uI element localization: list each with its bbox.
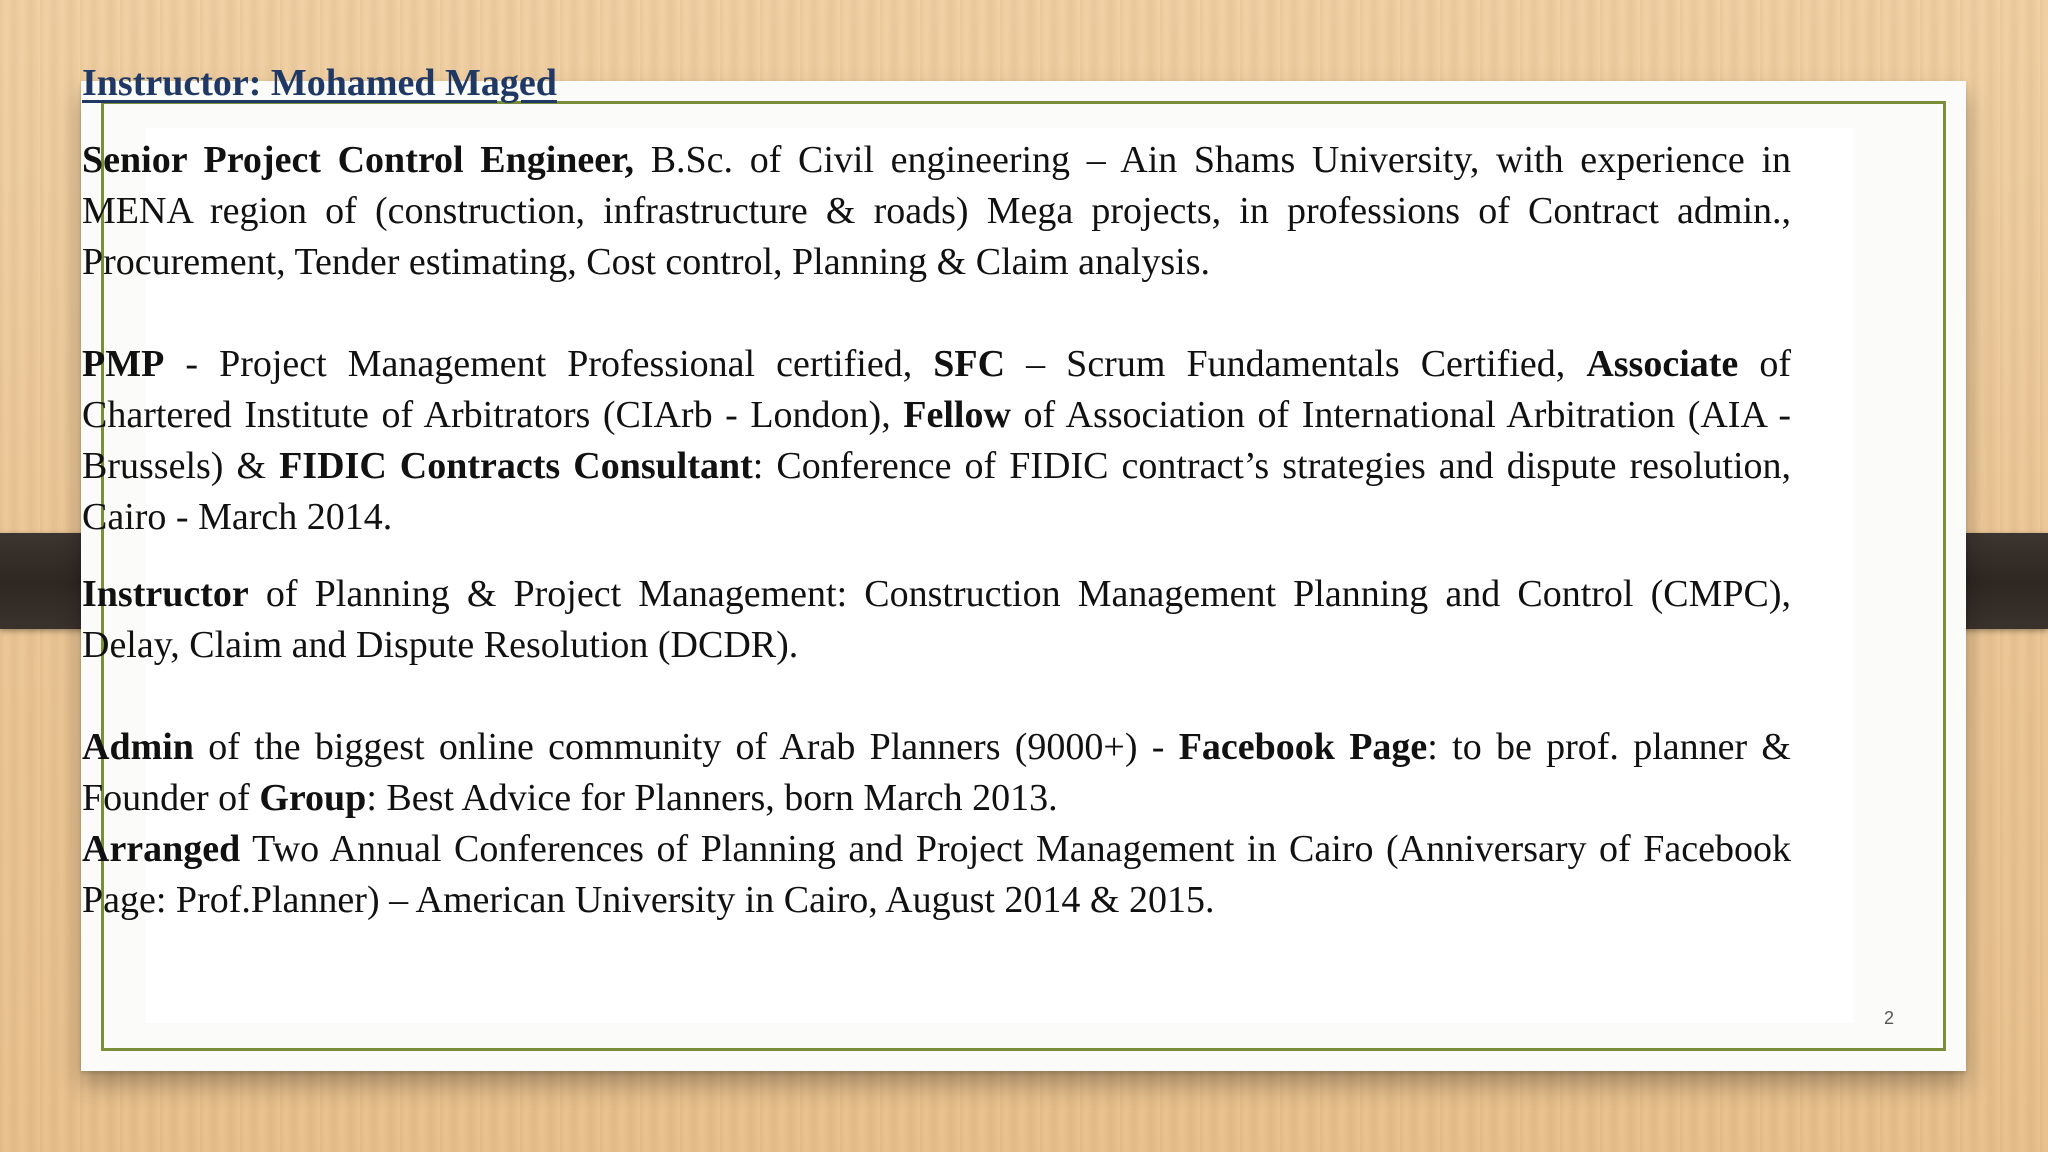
paragraph-instructor [82, 569, 1791, 671]
bold-term: Facebook Page [1178, 726, 1428, 768]
page-number: 2 [1883, 1008, 1894, 1028]
paragraph-admin [82, 722, 1791, 824]
paragraph-text: – Scrum Fundamentals Certified, [1005, 343, 1587, 385]
paragraph-text: : Best Advice for Planners, born March 2013. [366, 777, 1058, 819]
bold-term: SFC [933, 343, 1006, 385]
bold-term: PMP [82, 343, 165, 385]
paragraph-role [82, 135, 1791, 288]
paragraph-text: : to be prof. planner & Founder of [82, 726, 1791, 819]
paragraph-text: of Planning & Project Management: Construction Management Planning and Control (CMPC), Delay, Claim and Dispute Resolution (DCDR). [82, 573, 1791, 666]
paragraph-text: - Project Management Professional certified, [164, 343, 934, 385]
paragraph-arranged [82, 824, 1791, 926]
slide-text [82, 58, 1791, 926]
bold-term: Instructor [82, 573, 249, 615]
bold-term: Arranged [82, 828, 241, 870]
bold-term: Associate [1586, 343, 1739, 385]
paragraph-text: B.Sc. of Civil engineering – Ain Shams University, with experience in MENA region of (construction, infrastructure & roads) Mega projects, in professions of Contract admin., Procurement, Tender estimating, Cost control, Planning & Claim analysis. [82, 139, 1791, 283]
paragraph-text: Two Annual Conferences of Planning and Project Management in Cairo (Anniversary of Facebook Page: Prof.Planner) – American University in Cairo, August 2014 & 2015. [82, 828, 1791, 921]
instructor-heading: Instructor: Mohamed Maged [82, 62, 557, 104]
paragraph-certifications [82, 339, 1791, 543]
paragraph-text: : Conference of FIDIC contract’s strategies and dispute resolution, Cairo - March 2014. [82, 445, 1792, 538]
bold-term: Group [259, 777, 367, 819]
bold-term: Admin [82, 726, 194, 768]
bold-term: FIDIC Contracts Consultant [279, 445, 753, 487]
paragraph-text: of the biggest online community of Arab Planners (9000+) - [193, 726, 1179, 768]
paragraph-text: of Association of International Arbitration (AIA - Brussels) & [82, 394, 1791, 487]
bold-term: Senior Project Control Engineer, [82, 139, 635, 181]
paragraph-text: of Chartered Institute of Arbitrators (CIArb - London), [82, 343, 1792, 436]
bold-term: Fellow [903, 394, 1011, 436]
